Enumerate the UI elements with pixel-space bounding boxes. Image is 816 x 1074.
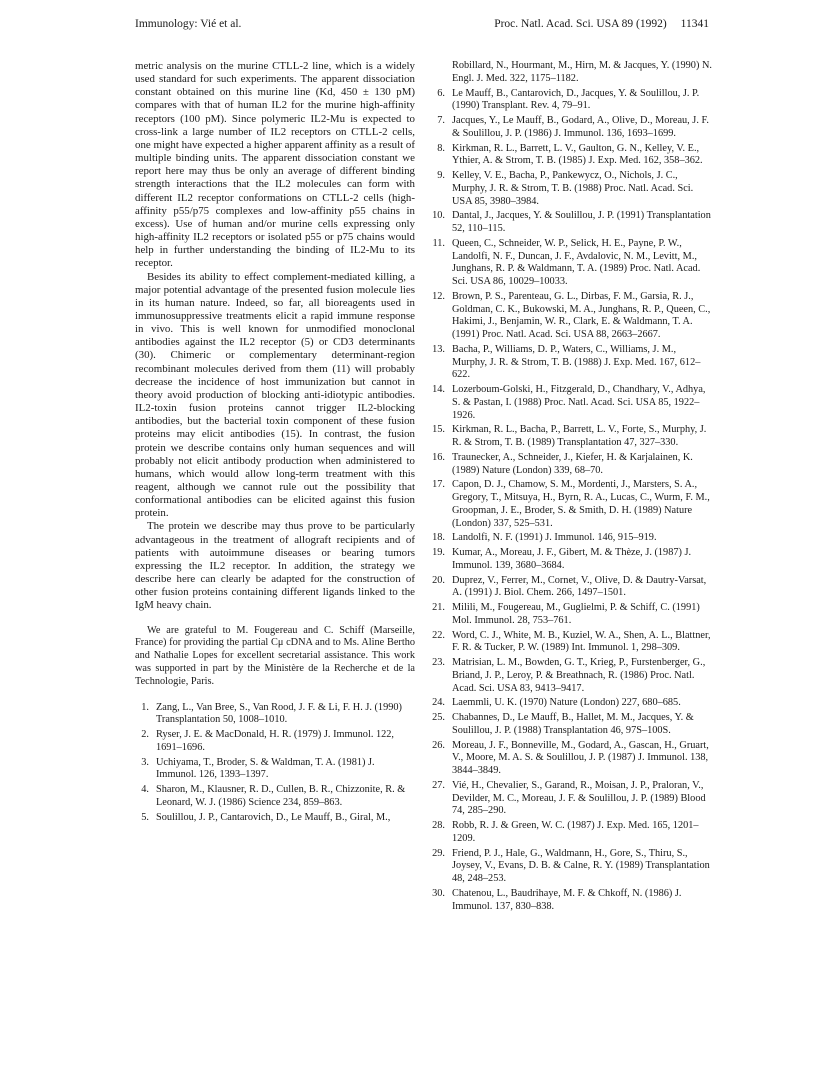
acknowledgment: We are grateful to M. Fougereau and C. Schiff (Marseille, France) for providing the partial Cμ cDNA and to Ms. Aline Bertho and Nathalie Lopes for excellent secretarial assistance. This work was supported in part by the Ministère de la Recherche et de la Technologie, Paris.: [135, 624, 415, 687]
reference-item: 30. Chatenou, L., Baudrihaye, M. F. & Chkoff, N. (1986) J. Immunol. 137, 830–838.: [432, 887, 682, 912]
reference-item: 3. Uchiyama, T., Broder, S. & Waldman, T. A. (1981) J. Immunol. 126, 1393–1397.: [141, 756, 375, 781]
body-paragraph-1: metric analysis on the murine CTLL-2 line, which is a widely used standard for such experiments. The apparent dissociation constant obtained on this murine line (Kd, 450 ± 130 pM) compares with that of human IL2 for the murine high-affinity receptors (100 pM). Since polymeric IL2-Mu is expected to cross-link a large number of IL2 receptors on CTLL-2 cells, one might have expected a higher apparent affinity as a result of multiple binding units. The apparent dissociation constant we report here may thus be only an average of different binding strength interactions that the IL2 molecules can form with different IL2 receptor conformations on CTLL-2 cells (high-affinity p55/p75 complexes and low-affinity p55 chains in excess). Use of human and/or murine cells expressing only high-affinity IL2 receptors or isolated p55 or p75 chains would help in further understanding the binding of IL2-Mu to its receptor.: [135, 60, 415, 270]
reference-item: 21. Milili, M., Fougereau, M., Guglielmi, P. & Schiff, C. (1991) Mol. Immunol. 28, 753–761.: [432, 602, 700, 626]
reference-item: 5. Soulillou, J. P., Cantarovich, D., Le Mauff, B., Giral, M.,: [141, 811, 391, 823]
body-paragraph-3: The protein we describe may thus prove to be particularly advantageous in the treatment of allograft recipients and of patients with autoimmune diseases or bearing tumors expressing the IL2 receptor. In addition, the strategy we describe here can clearly be adapted for the construction of other fusion proteins containing different ligands linked to the IgM heavy chain.: [135, 520, 415, 612]
header-page-number: 11341: [680, 18, 709, 30]
left-column: [135, 60, 415, 826]
reference-item: 16. Traunecker, A., Schneider, J., Kiefer, H. & Karjalainen, K. (1989) Nature (London) 339, 68–70.: [432, 451, 693, 476]
body-paragraph-2: Besides its ability to effect complement-mediated killing, a major potential advantage of the presented fusion molecule lies in its human nature. Indeed, so far, all bioreagents used in immunosuppressive treatments elicit a rapid immune response in vivo. This is well known for unmodified monoclonal antibodies against the IL2 receptor (5) or CD3 determinants (30). Chimeric or complementary determinant-region recombinant molecules derived from them (11) will probably decrease the incidence of host immunization but cannot in theory avoid production of blocking anti-idiotypic antibodies. IL2-toxin fusion proteins cannot trigger IL2-blocking antibodies, but the bacterial toxin component of these fusion proteins may elicit antibodies (15). In contrast, the fusion protein we describe contains only human sequences and will probably not elicit antibody production when administered to humans, which would allow long-term treatment with this reagent, although we cannot rule out the possibility that conformational antibodies can be elicited against this fusion protein.: [135, 270, 415, 520]
reference-item: 2. Ryser, J. E. & MacDonald, H. R. (1979) J. Immunol. 122, 1691–1696.: [141, 729, 394, 753]
running-header: [135, 18, 709, 34]
reference-item: 25. Chabannes, D., Le Mauff, B., Hallet, M. M., Jacques, Y. & Soulillou, J. P. (1988) Transplantation 46, 97S–100S.: [432, 712, 694, 736]
reference-item: 7. Jacques, Y., Le Mauff, B., Godard, A., Olive, D., Moreau, J. F. & Soulillou, J. P. (1986) J. Immunol. 136, 1693–1699.: [437, 115, 709, 139]
reference-item: 29. Friend, P. J., Hale, G., Waldmann, H., Gore, S., Thiru, S., Joysey, V., Evans, D. B. & Calne, R. Y. (1989) Transplantation 48, 248–253.: [432, 847, 710, 884]
reference-list-right: [431, 60, 713, 913]
reference-item: 10. Dantal, J., Jacques, Y. & Soulillou, J. P. (1991) Transplantation 52, 110–115.: [432, 210, 711, 234]
body-text: [135, 60, 415, 613]
reference-item: 9. Kelley, V. E., Bacha, P., Pankewycz, O., Nichols, J. C., Murphy, J. R. & Strom, T. B. (1988) Proc. Natl. Acad. Sci. USA 85, 3980–3984.: [437, 170, 694, 207]
reference-list-left: [135, 702, 415, 825]
reference-item: 23. Matrisian, L. M., Bowden, G. T., Krieg, P., Furstenberger, G., Briand, J. P., Leroy, P. & Breathnach, R. (1986) Proc. Natl. Acad. Sci. USA 83, 9413–9417.: [432, 657, 706, 694]
reference-item: 24. Laemmli, U. K. (1970) Nature (London) 227, 680–685.: [432, 697, 681, 709]
reference-item: 8. Kirkman, R. L., Barrett, L. V., Gaulton, G. N., Kelley, V. E., Ythier, A. & Strom, T. B. (1985) J. Exp. Med. 162, 358–362.: [437, 142, 703, 167]
reference-item: 19. Kumar, A., Moreau, J. F., Gibert, M. & Thèze, J. (1987) J. Immunol. 139, 3680–3684.: [432, 547, 692, 571]
reference-item: Robillard, N., Hourmant, M., Hirn, M. & Jacques, Y. (1990) N. Engl. J. Med. 322, 1175–1182.: [452, 60, 712, 84]
reference-item: 14. Lozerboum-Golski, H., Fitzgerald, D., Chandhary, V., Adhya, S. & Pastan, I. (1988) Proc. Natl. Acad. Sci. USA 85, 1922–1926.: [432, 384, 706, 421]
reference-item: 6. Le Mauff, B., Cantarovich, D., Jacques, Y. & Soulillou, J. P. (1990) Transplant. Rev. 4, 79–91.: [437, 87, 700, 112]
reference-item: 27. Vié, H., Chevalier, S., Garand, R., Moisan, J. P., Praloran, V., Devilder, M. C., Moreau, J. F. & Soulillou, J. P. (1989) Blood 74, 285–290.: [432, 779, 706, 817]
reference-item: 17. Capon, D. J., Chamow, S. M., Mordenti, J., Marsters, S. A., Gregory, T., Mitsuya, H., Byrn, R. A., Lucas, C., Wurm, F. M., Groopman, J. E., Broder, S. & Smith, D. H. (1989) Nature (London) 337, 525–531.: [432, 479, 710, 529]
reference-item: 18. Landolfi, N. F. (1991) J. Immunol. 146, 915–919.: [432, 532, 657, 544]
reference-item: 13. Bacha, P., Williams, D. P., Waters, C., Williams, J. M., Murphy, J. R. & Strom, T. B. (1988) J. Exp. Med. 167, 612–622.: [432, 343, 701, 381]
right-column: [431, 60, 713, 915]
reference-item: 20. Duprez, V., Ferrer, M., Cornet, V., Olive, D. & Dautry-Varsat, A. (1991) J. Biol. Chem. 266, 1497–1501.: [432, 574, 707, 599]
reference-item: 15. Kirkman, R. L., Bacha, P., Barrett, L. V., Forte, S., Murphy, J. R. & Strom, T. B. (1989) Transplantation 47, 327–330.: [432, 424, 707, 448]
reference-item: 26. Moreau, J. F., Bonneville, M., Godard, A., Gascan, H., Gruart, V., Moore, M. A. S. & Soulillou, J. P. (1987) J. Immunol. 138, 3844–3849.: [432, 739, 709, 776]
header-journal: Proc. Natl. Acad. Sci. USA 89 (1992): [494, 18, 667, 30]
header-journal-page: [494, 18, 709, 30]
reference-item: 11. Queen, C., Schneider, W. P., Selick, H. E., Payne, P. W., Landolfi, N. F., Duncan, J. F., Avdalovic, N. M., Levitt, M., Junghans, R. P. & Waldmann, T. A. (1989) Proc. Natl. Acad. Sci. USA 86, 10029–10033.: [432, 237, 701, 287]
reference-item: 12. Brown, P. S., Parenteau, G. L., Dirbas, F. M., Garsia, R. J., Goldman, C. K., Bukowski, M. A., Junghans, R. P., Queen, C., Hakimi, J., Benjamin, W. R., Clark, E. & Waldmann, T. A. (1991) Proc. Natl. Acad. Sci. USA 88, 2663–2667.: [432, 290, 711, 340]
reference-item: 1. Zang, L., Van Bree, S., Van Rood, J. F. & Li, F. H. J. (1990) Transplantation 50, 1008–1010.: [141, 701, 402, 726]
reference-item: 4. Sharon, M., Klausner, R. D., Cullen, B. R., Chizzonite, R. & Leonard, W. J. (1986) Science 234, 859–863.: [141, 784, 406, 808]
reference-item: 22. Word, C. J., White, M. B., Kuziel, W. A., Shen, A. L., Blattner, F. R. & Tucker, P. W. (1989) Int. Immunol. 1, 298–309.: [432, 629, 711, 654]
reference-item: 28. Robb, R. J. & Green, W. C. (1987) J. Exp. Med. 165, 1201–1209.: [432, 820, 699, 844]
header-section-author: Immunology: Vié et al.: [135, 18, 242, 30]
